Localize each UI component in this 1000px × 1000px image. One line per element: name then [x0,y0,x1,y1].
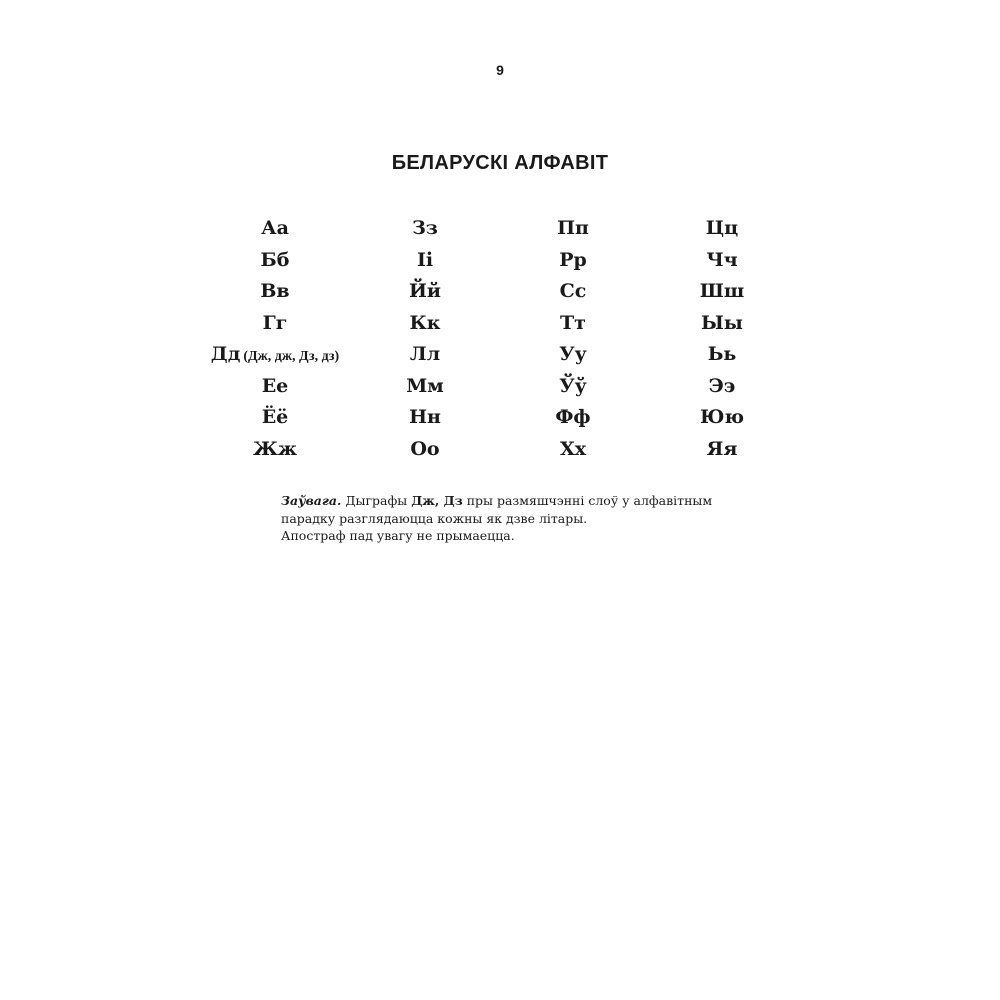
alphabet-column-2 [340,214,510,466]
note-block [281,492,741,545]
letter-pair: Яя [706,437,738,460]
letter-pair: Тт [560,311,586,334]
letter-pair: Фф [555,406,591,428]
note-text: Дыграфы [341,493,412,508]
letter-pair: Шш [699,280,745,302]
alphabet-column-1 [190,214,360,466]
letter-pair: Нн [409,406,441,428]
page-title: БЕЛАРУСКІ АЛФАВІТ [391,152,609,174]
note-label: Заўвага. [281,493,342,508]
page-number: 9 [496,62,504,78]
letter-pair-with-digraphs [190,340,360,372]
letter-pair: Чч [706,248,738,271]
letter-pair: Іі [416,248,434,271]
note-line-1 [281,492,741,510]
letter-pair: Ёё [261,406,289,428]
letter-pair: Рр [559,248,587,271]
alphabet-column-3 [488,214,658,466]
letter-pair: Бб [260,248,290,271]
letter-pair: Вв [260,280,290,302]
letter-pair: Оо [410,437,440,460]
letter-pair: Ьь [707,343,737,365]
letter-pair: Сс [559,280,587,302]
letter-pair: Ээ [708,374,736,397]
letter-pair: Жж [252,437,298,460]
letter-pair-main: Дд [210,343,241,365]
alphabet-column-4 [637,214,807,466]
letter-pair: Уу [559,343,587,365]
note-line-3: Апостраф пад увагу не прымаецца. [281,528,515,543]
letter-pair: Ее [261,374,289,397]
letter-pair: Ыы [701,311,743,334]
letter-pair: Кк [409,311,441,334]
digraphs-note: (Дж, дж, Дз, дз) [243,349,340,364]
letter-pair: Йй [408,280,442,302]
note-text: пры размяшчэнні слоў у алфавітным [462,493,713,508]
letter-pair: Мм [406,374,444,397]
letter-pair: Лл [409,343,441,365]
letter-pair: Цц [705,217,739,239]
letter-pair: Аа [261,217,289,239]
letter-pair: Гг [262,311,288,334]
letter-pair: Ўў [559,374,587,397]
letter-pair: Пп [557,217,589,239]
note-digraphs: Дж, Дз [411,493,463,508]
letter-pair: Зз [412,217,438,239]
letter-pair: Хх [559,437,587,460]
note-line-2: парадку разглядаюцца кожны як дзве літары. [281,510,588,526]
letter-pair: Юю [700,406,744,428]
